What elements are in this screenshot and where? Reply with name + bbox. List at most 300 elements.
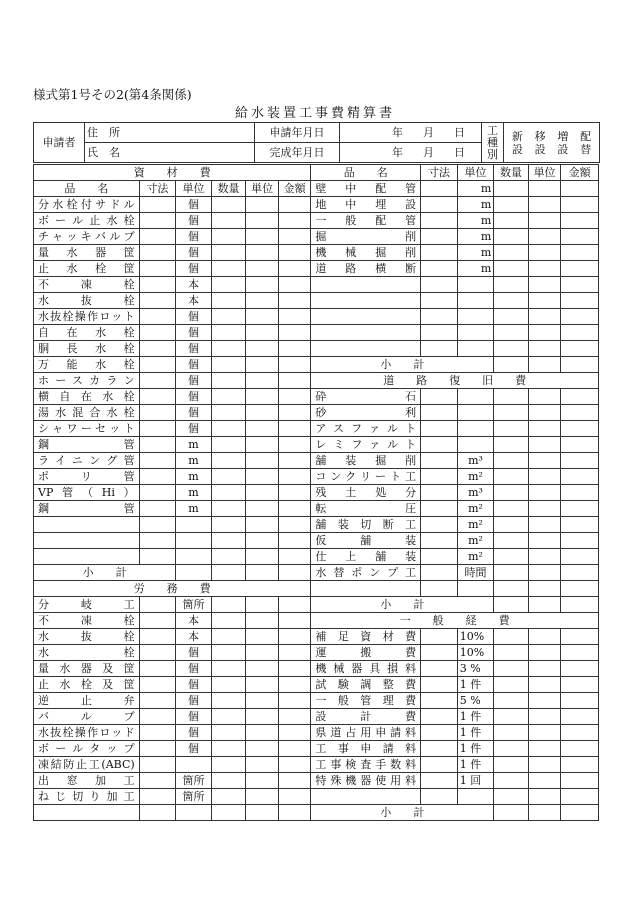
input-cell[interactable] bbox=[421, 581, 458, 597]
input-cell[interactable] bbox=[528, 677, 561, 693]
input-cell[interactable] bbox=[278, 469, 311, 485]
input-cell[interactable] bbox=[494, 709, 529, 725]
input-cell[interactable] bbox=[278, 357, 311, 373]
input-cell[interactable] bbox=[278, 693, 311, 709]
input-cell[interactable] bbox=[278, 405, 311, 421]
input-cell[interactable] bbox=[246, 453, 279, 469]
input-cell[interactable] bbox=[528, 501, 561, 517]
right-item-name[interactable] bbox=[311, 325, 421, 341]
input-cell[interactable] bbox=[561, 789, 599, 805]
input-cell[interactable] bbox=[494, 565, 529, 581]
input-cell[interactable] bbox=[246, 357, 279, 373]
input-cell[interactable] bbox=[211, 789, 246, 805]
size-cell[interactable] bbox=[421, 549, 458, 565]
input-cell[interactable] bbox=[421, 309, 458, 325]
input-cell[interactable] bbox=[278, 485, 311, 501]
input-cell[interactable] bbox=[211, 757, 246, 773]
subtotal-cell[interactable] bbox=[494, 805, 529, 821]
size-cell[interactable] bbox=[139, 693, 176, 709]
right-item-name[interactable] bbox=[311, 293, 421, 309]
input-cell[interactable] bbox=[561, 437, 599, 453]
right-item-name[interactable] bbox=[311, 277, 421, 293]
input-cell[interactable] bbox=[421, 293, 458, 309]
input-cell[interactable] bbox=[246, 485, 279, 501]
input-cell[interactable] bbox=[457, 341, 494, 357]
input-cell[interactable] bbox=[211, 741, 246, 757]
size-cell[interactable] bbox=[421, 437, 458, 453]
input-cell[interactable] bbox=[457, 325, 494, 341]
input-cell[interactable] bbox=[494, 629, 529, 645]
input-cell[interactable] bbox=[494, 453, 529, 469]
size-cell[interactable] bbox=[139, 789, 176, 805]
input-cell[interactable] bbox=[176, 805, 212, 821]
size-cell[interactable] bbox=[421, 773, 458, 789]
input-cell[interactable] bbox=[561, 773, 599, 789]
input-cell[interactable] bbox=[211, 773, 246, 789]
input-cell[interactable] bbox=[211, 405, 246, 421]
input-cell[interactable] bbox=[278, 213, 311, 229]
input-cell[interactable] bbox=[528, 437, 561, 453]
input-cell[interactable] bbox=[528, 693, 561, 709]
input-cell[interactable] bbox=[139, 517, 176, 533]
input-cell[interactable] bbox=[494, 469, 529, 485]
input-cell[interactable] bbox=[528, 629, 561, 645]
input-cell[interactable] bbox=[561, 757, 599, 773]
input-cell[interactable] bbox=[494, 517, 529, 533]
input-cell[interactable] bbox=[528, 293, 561, 309]
input-cell[interactable] bbox=[278, 725, 311, 741]
input-cell[interactable] bbox=[494, 229, 529, 245]
input-cell[interactable] bbox=[278, 229, 311, 245]
size-cell[interactable] bbox=[139, 261, 176, 277]
input-cell[interactable] bbox=[278, 741, 311, 757]
input-cell[interactable] bbox=[494, 645, 529, 661]
input-cell[interactable] bbox=[494, 293, 529, 309]
input-cell[interactable] bbox=[278, 533, 311, 549]
input-cell[interactable] bbox=[421, 325, 458, 341]
subtotal-cell[interactable] bbox=[528, 357, 561, 373]
input-cell[interactable] bbox=[278, 453, 311, 469]
size-cell[interactable] bbox=[421, 725, 458, 741]
left-item-name[interactable] bbox=[34, 517, 140, 533]
size-cell[interactable] bbox=[139, 341, 176, 357]
input-cell[interactable] bbox=[211, 661, 246, 677]
size-cell[interactable] bbox=[421, 229, 458, 245]
input-cell[interactable] bbox=[246, 293, 279, 309]
input-cell[interactable] bbox=[139, 805, 176, 821]
size-cell[interactable] bbox=[421, 485, 458, 501]
input-cell[interactable] bbox=[246, 661, 279, 677]
input-cell[interactable] bbox=[528, 789, 561, 805]
input-cell[interactable] bbox=[246, 501, 279, 517]
size-cell[interactable] bbox=[139, 645, 176, 661]
size-cell[interactable] bbox=[139, 293, 176, 309]
size-cell[interactable] bbox=[139, 277, 176, 293]
size-cell[interactable] bbox=[139, 501, 176, 517]
size-cell[interactable] bbox=[139, 389, 176, 405]
input-cell[interactable] bbox=[246, 741, 279, 757]
apply-date-field[interactable] bbox=[340, 123, 482, 143]
input-cell[interactable] bbox=[494, 277, 529, 293]
size-cell[interactable] bbox=[139, 677, 176, 693]
input-cell[interactable] bbox=[246, 421, 279, 437]
input-cell[interactable] bbox=[211, 709, 246, 725]
size-cell[interactable] bbox=[421, 421, 458, 437]
input-cell[interactable] bbox=[211, 645, 246, 661]
input-cell[interactable] bbox=[246, 197, 279, 213]
size-cell[interactable] bbox=[139, 373, 176, 389]
input-cell[interactable] bbox=[528, 421, 561, 437]
input-cell[interactable] bbox=[211, 421, 246, 437]
size-cell[interactable] bbox=[139, 709, 176, 725]
address-field[interactable] bbox=[85, 123, 255, 143]
subtotal-cell[interactable] bbox=[528, 597, 561, 613]
input-cell[interactable] bbox=[561, 405, 599, 421]
input-cell[interactable] bbox=[528, 197, 561, 213]
size-cell[interactable] bbox=[421, 453, 458, 469]
input-cell[interactable] bbox=[176, 549, 212, 565]
input-cell[interactable] bbox=[211, 677, 246, 693]
input-cell[interactable] bbox=[494, 437, 529, 453]
size-cell[interactable] bbox=[421, 693, 458, 709]
size-cell[interactable] bbox=[421, 677, 458, 693]
size-cell[interactable] bbox=[139, 741, 176, 757]
input-cell[interactable] bbox=[246, 261, 279, 277]
size-cell[interactable] bbox=[139, 325, 176, 341]
input-cell[interactable] bbox=[561, 277, 599, 293]
size-cell[interactable] bbox=[421, 757, 458, 773]
input-cell[interactable] bbox=[561, 181, 599, 197]
input-cell[interactable] bbox=[528, 229, 561, 245]
subtotal-cell[interactable] bbox=[211, 565, 246, 581]
input-cell[interactable] bbox=[494, 485, 529, 501]
input-cell[interactable] bbox=[494, 261, 529, 277]
size-cell[interactable] bbox=[421, 645, 458, 661]
subtotal-cell[interactable] bbox=[278, 565, 311, 581]
input-cell[interactable] bbox=[211, 533, 246, 549]
right-item-name[interactable] bbox=[311, 581, 421, 597]
input-cell[interactable] bbox=[528, 469, 561, 485]
input-cell[interactable] bbox=[561, 533, 599, 549]
input-cell[interactable] bbox=[246, 517, 279, 533]
subtotal-cell[interactable] bbox=[528, 805, 561, 821]
input-cell[interactable] bbox=[278, 277, 311, 293]
input-cell[interactable] bbox=[528, 277, 561, 293]
input-cell[interactable] bbox=[494, 501, 529, 517]
input-cell[interactable] bbox=[211, 341, 246, 357]
input-cell[interactable] bbox=[494, 773, 529, 789]
input-cell[interactable] bbox=[278, 661, 311, 677]
input-cell[interactable] bbox=[561, 741, 599, 757]
input-cell[interactable] bbox=[211, 597, 246, 613]
size-cell[interactable] bbox=[139, 421, 176, 437]
input-cell[interactable] bbox=[246, 757, 279, 773]
size-cell[interactable] bbox=[139, 405, 176, 421]
input-cell[interactable] bbox=[246, 341, 279, 357]
size-cell[interactable] bbox=[421, 517, 458, 533]
input-cell[interactable] bbox=[494, 581, 529, 597]
input-cell[interactable] bbox=[246, 597, 279, 613]
input-cell[interactable] bbox=[278, 805, 311, 821]
size-cell[interactable] bbox=[139, 453, 176, 469]
input-cell[interactable] bbox=[278, 373, 311, 389]
size-cell[interactable] bbox=[421, 245, 458, 261]
size-cell[interactable] bbox=[421, 261, 458, 277]
input-cell[interactable] bbox=[494, 389, 529, 405]
input-cell[interactable] bbox=[211, 197, 246, 213]
input-cell[interactable] bbox=[561, 309, 599, 325]
input-cell[interactable] bbox=[246, 645, 279, 661]
input-cell[interactable] bbox=[494, 325, 529, 341]
input-cell[interactable] bbox=[494, 341, 529, 357]
size-cell[interactable] bbox=[139, 773, 176, 789]
input-cell[interactable] bbox=[528, 645, 561, 661]
input-cell[interactable] bbox=[561, 469, 599, 485]
input-cell[interactable] bbox=[246, 405, 279, 421]
input-cell[interactable] bbox=[246, 373, 279, 389]
input-cell[interactable] bbox=[528, 773, 561, 789]
input-cell[interactable] bbox=[561, 261, 599, 277]
input-cell[interactable] bbox=[211, 693, 246, 709]
input-cell[interactable] bbox=[494, 533, 529, 549]
input-cell[interactable] bbox=[561, 293, 599, 309]
input-cell[interactable] bbox=[561, 725, 599, 741]
input-cell[interactable] bbox=[528, 405, 561, 421]
size-cell[interactable] bbox=[421, 709, 458, 725]
size-cell[interactable] bbox=[421, 469, 458, 485]
input-cell[interactable] bbox=[246, 677, 279, 693]
size-cell[interactable] bbox=[139, 725, 176, 741]
left-item-name[interactable] bbox=[34, 549, 140, 565]
input-cell[interactable] bbox=[528, 453, 561, 469]
input-cell[interactable] bbox=[246, 613, 279, 629]
subtotal-cell[interactable] bbox=[494, 357, 529, 373]
input-cell[interactable] bbox=[211, 357, 246, 373]
input-cell[interactable] bbox=[278, 245, 311, 261]
input-cell[interactable] bbox=[211, 277, 246, 293]
input-cell[interactable] bbox=[457, 581, 494, 597]
input-cell[interactable] bbox=[561, 453, 599, 469]
input-cell[interactable] bbox=[211, 245, 246, 261]
input-cell[interactable] bbox=[494, 757, 529, 773]
size-cell[interactable] bbox=[421, 389, 458, 405]
input-cell[interactable] bbox=[278, 309, 311, 325]
input-cell[interactable] bbox=[246, 773, 279, 789]
input-cell[interactable] bbox=[278, 389, 311, 405]
input-cell[interactable] bbox=[494, 661, 529, 677]
input-cell[interactable] bbox=[457, 293, 494, 309]
input-cell[interactable] bbox=[211, 437, 246, 453]
input-cell[interactable] bbox=[278, 645, 311, 661]
input-cell[interactable] bbox=[246, 325, 279, 341]
input-cell[interactable] bbox=[561, 629, 599, 645]
input-cell[interactable] bbox=[528, 549, 561, 565]
input-cell[interactable] bbox=[528, 213, 561, 229]
left-item-name[interactable] bbox=[34, 533, 140, 549]
input-cell[interactable] bbox=[246, 533, 279, 549]
size-cell[interactable] bbox=[139, 629, 176, 645]
input-cell[interactable] bbox=[211, 485, 246, 501]
input-cell[interactable] bbox=[494, 741, 529, 757]
input-cell[interactable] bbox=[211, 805, 246, 821]
input-cell[interactable] bbox=[561, 709, 599, 725]
input-cell[interactable] bbox=[211, 629, 246, 645]
input-cell[interactable] bbox=[494, 245, 529, 261]
size-cell[interactable] bbox=[421, 501, 458, 517]
input-cell[interactable] bbox=[246, 213, 279, 229]
input-cell[interactable] bbox=[421, 277, 458, 293]
subtotal-cell[interactable] bbox=[246, 565, 279, 581]
input-cell[interactable] bbox=[246, 229, 279, 245]
input-cell[interactable] bbox=[211, 469, 246, 485]
input-cell[interactable] bbox=[457, 277, 494, 293]
input-cell[interactable] bbox=[528, 741, 561, 757]
input-cell[interactable] bbox=[528, 309, 561, 325]
input-cell[interactable] bbox=[278, 597, 311, 613]
input-cell[interactable] bbox=[494, 725, 529, 741]
size-cell[interactable] bbox=[421, 197, 458, 213]
right-item-name[interactable] bbox=[311, 341, 421, 357]
input-cell[interactable] bbox=[211, 725, 246, 741]
size-cell[interactable] bbox=[421, 213, 458, 229]
size-cell[interactable] bbox=[421, 565, 458, 581]
input-cell[interactable] bbox=[176, 533, 212, 549]
size-cell[interactable] bbox=[139, 245, 176, 261]
input-cell[interactable] bbox=[278, 437, 311, 453]
input-cell[interactable] bbox=[561, 549, 599, 565]
input-cell[interactable] bbox=[528, 517, 561, 533]
input-cell[interactable] bbox=[494, 197, 529, 213]
input-cell[interactable] bbox=[528, 341, 561, 357]
input-cell[interactable] bbox=[246, 725, 279, 741]
subtotal-cell[interactable] bbox=[561, 357, 599, 373]
left-item-name[interactable] bbox=[34, 805, 140, 821]
input-cell[interactable] bbox=[528, 581, 561, 597]
size-cell[interactable] bbox=[139, 597, 176, 613]
input-cell[interactable] bbox=[211, 389, 246, 405]
subtotal-cell[interactable] bbox=[176, 565, 212, 581]
input-cell[interactable] bbox=[139, 549, 176, 565]
input-cell[interactable] bbox=[278, 421, 311, 437]
input-cell[interactable] bbox=[561, 389, 599, 405]
input-cell[interactable] bbox=[278, 789, 311, 805]
input-cell[interactable] bbox=[561, 485, 599, 501]
kind-options[interactable] bbox=[504, 123, 600, 163]
input-cell[interactable] bbox=[561, 325, 599, 341]
input-cell[interactable] bbox=[494, 677, 529, 693]
size-cell[interactable] bbox=[421, 629, 458, 645]
subtotal-cell[interactable] bbox=[494, 597, 529, 613]
input-cell[interactable] bbox=[278, 261, 311, 277]
input-cell[interactable] bbox=[561, 245, 599, 261]
subtotal-cell[interactable] bbox=[561, 805, 599, 821]
input-cell[interactable] bbox=[561, 661, 599, 677]
input-cell[interactable] bbox=[561, 213, 599, 229]
input-cell[interactable] bbox=[246, 789, 279, 805]
size-cell[interactable] bbox=[421, 661, 458, 677]
input-cell[interactable] bbox=[211, 501, 246, 517]
input-cell[interactable] bbox=[176, 517, 212, 533]
right-item-name[interactable] bbox=[311, 789, 421, 805]
input-cell[interactable] bbox=[246, 549, 279, 565]
input-cell[interactable] bbox=[278, 501, 311, 517]
input-cell[interactable] bbox=[528, 181, 561, 197]
size-cell[interactable] bbox=[139, 757, 176, 773]
input-cell[interactable] bbox=[528, 325, 561, 341]
size-cell[interactable] bbox=[139, 357, 176, 373]
input-cell[interactable] bbox=[528, 661, 561, 677]
input-cell[interactable] bbox=[246, 277, 279, 293]
size-cell[interactable] bbox=[139, 197, 176, 213]
input-cell[interactable] bbox=[528, 245, 561, 261]
input-cell[interactable] bbox=[211, 613, 246, 629]
input-cell[interactable] bbox=[211, 549, 246, 565]
input-cell[interactable] bbox=[421, 341, 458, 357]
input-cell[interactable] bbox=[494, 789, 529, 805]
input-cell[interactable] bbox=[211, 453, 246, 469]
input-cell[interactable] bbox=[278, 629, 311, 645]
input-cell[interactable] bbox=[494, 213, 529, 229]
input-cell[interactable] bbox=[278, 709, 311, 725]
input-cell[interactable] bbox=[211, 229, 246, 245]
size-cell[interactable] bbox=[421, 533, 458, 549]
input-cell[interactable] bbox=[246, 309, 279, 325]
input-cell[interactable] bbox=[246, 389, 279, 405]
input-cell[interactable] bbox=[211, 293, 246, 309]
size-cell[interactable] bbox=[139, 613, 176, 629]
size-cell[interactable] bbox=[139, 229, 176, 245]
input-cell[interactable] bbox=[528, 533, 561, 549]
input-cell[interactable] bbox=[246, 629, 279, 645]
input-cell[interactable] bbox=[457, 309, 494, 325]
input-cell[interactable] bbox=[211, 309, 246, 325]
input-cell[interactable] bbox=[561, 565, 599, 581]
size-cell[interactable] bbox=[139, 309, 176, 325]
input-cell[interactable] bbox=[211, 517, 246, 533]
name-field[interactable] bbox=[85, 143, 255, 163]
size-cell[interactable] bbox=[139, 213, 176, 229]
input-cell[interactable] bbox=[211, 213, 246, 229]
input-cell[interactable] bbox=[278, 517, 311, 533]
input-cell[interactable] bbox=[211, 261, 246, 277]
input-cell[interactable] bbox=[278, 549, 311, 565]
input-cell[interactable] bbox=[211, 373, 246, 389]
size-cell[interactable] bbox=[139, 485, 176, 501]
input-cell[interactable] bbox=[421, 789, 458, 805]
input-cell[interactable] bbox=[528, 709, 561, 725]
input-cell[interactable] bbox=[528, 725, 561, 741]
input-cell[interactable] bbox=[139, 533, 176, 549]
input-cell[interactable] bbox=[278, 325, 311, 341]
input-cell[interactable] bbox=[528, 565, 561, 581]
right-item-name[interactable] bbox=[311, 309, 421, 325]
input-cell[interactable] bbox=[528, 261, 561, 277]
size-cell[interactable] bbox=[421, 741, 458, 757]
input-cell[interactable] bbox=[561, 677, 599, 693]
input-cell[interactable] bbox=[494, 181, 529, 197]
input-cell[interactable] bbox=[278, 197, 311, 213]
input-cell[interactable] bbox=[457, 789, 494, 805]
input-cell[interactable] bbox=[528, 485, 561, 501]
input-cell[interactable] bbox=[561, 645, 599, 661]
input-cell[interactable] bbox=[278, 757, 311, 773]
input-cell[interactable] bbox=[494, 309, 529, 325]
input-cell[interactable] bbox=[278, 773, 311, 789]
input-cell[interactable] bbox=[278, 293, 311, 309]
input-cell[interactable] bbox=[211, 325, 246, 341]
input-cell[interactable] bbox=[246, 693, 279, 709]
input-cell[interactable] bbox=[246, 709, 279, 725]
